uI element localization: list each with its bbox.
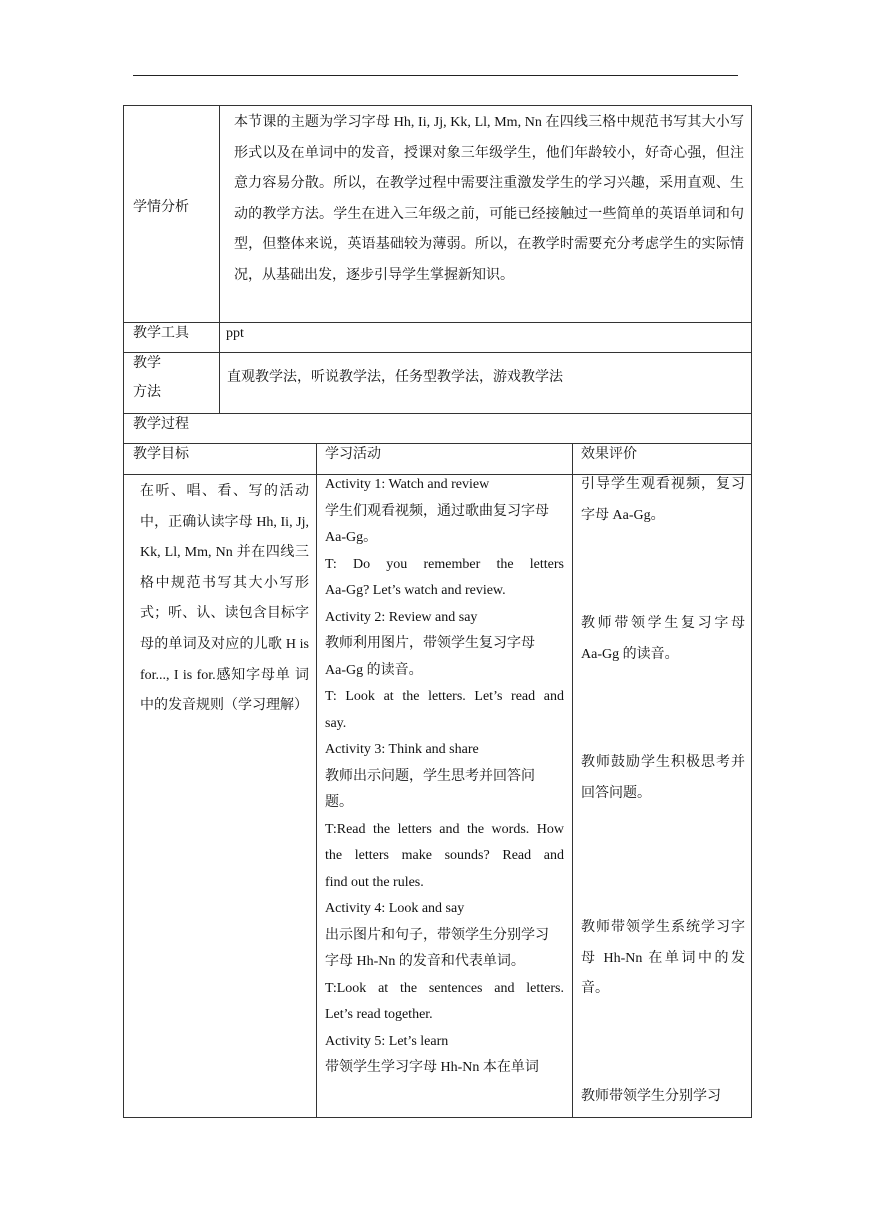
activity-header: 学习活动: [325, 447, 381, 462]
activity-line: 带领学生学习字母 Hh-Nn 本在单词: [325, 1060, 539, 1075]
activity-line: 教师利用图片，带领学生复习字母: [325, 636, 535, 651]
activity-line: 题。: [325, 795, 353, 810]
activity-line: Activity 4: Look and say: [325, 901, 465, 916]
methods-label-line2: 方法: [133, 385, 161, 400]
evaluation-3: 教师鼓励学生积极思考并回答问题。: [581, 755, 745, 801]
methods-label-line1: 教学: [133, 356, 161, 371]
activity-line: T: Look at the letters. Let’s read and: [325, 689, 564, 704]
activity-line: say.: [325, 715, 347, 731]
activity-line: T:Read the letters and the words. How: [325, 821, 564, 837]
activity-line: Aa-Gg? Let’s watch and review.: [325, 583, 506, 598]
process-label-cell: [123, 413, 752, 444]
process-label: 教学过程: [133, 417, 189, 432]
goal-header: 教学目标: [133, 447, 189, 462]
activity-line: Aa-Gg。: [325, 530, 378, 545]
activity-line: Aa-Gg 的读音。: [325, 662, 423, 678]
activity-line: T: Do you remember the letters: [325, 556, 564, 572]
header-rule: [133, 75, 738, 76]
activity-line: Activity 2: Review and say: [325, 609, 478, 625]
activity-line: Activity 1: Watch and review: [325, 477, 490, 492]
activity-line: Activity 3: Think and share: [325, 742, 479, 757]
activity-list: [325, 472, 564, 1082]
analysis-label: 学情分析: [133, 200, 189, 215]
goal-text: 在听、唱、看、写的活动中，正确认读字母 Hh, Ii, Jj, Kk, Ll, Mm, Nn 并在四线三格中规范书写其大小写形式；听、认、读包含目标字母的单词及对应的儿歌 H is for..., I is for.感知字母单 词中的发音规则（学习理解）: [140, 484, 309, 714]
activity-line: find out the rules.: [325, 874, 424, 890]
tools-value-cell: [219, 322, 752, 353]
evaluation-header: 效果评价: [581, 447, 637, 462]
evaluation-5: 教师带领学生分别学习: [581, 1089, 721, 1104]
evaluation-4: 教师带领学生系统学习字母 Hh-Nn 在单词中的发音。: [581, 920, 745, 996]
tools-label: 教学工具: [133, 326, 189, 341]
activity-line: 出示图片和句子，带领学生分别学习: [325, 927, 549, 943]
activity-line: 字母 Hh-Nn 的发音和代表单词。: [325, 954, 525, 969]
activity-line: Let’s read together.: [325, 1007, 433, 1022]
activity-line: the letters make sounds? Read and: [325, 848, 564, 863]
evaluation-2: 教师带领学生复习字母 Aa-Gg 的读音。: [581, 616, 745, 662]
evaluation-1: 引导学生观看视频，复习字母 Aa-Gg。: [581, 477, 745, 523]
tools-value: ppt: [226, 326, 244, 341]
activity-line: 教师出示问题，学生思考并回答问: [325, 768, 535, 784]
analysis-text: 本节课的主题为学习字母 Hh, Ii, Jj, Kk, Ll, Mm, Nn 在四线三格中规范书写其大小写形式以及在单词中的发音，授课对象三年级学生，他们年龄较小，好奇心强，但注意力容易分散。所以，在教学过程中需要注重激发学生的学习兴趣，采用直观、生动的教学方法。学生在进入三年级之前，可能已经接触过一些简单的英语单词和句型，但整体来说，英语基础较为薄弱。所以，在教学时需要充分考虑学生的实际情况，从基础出发，逐步引导学生掌握新知识。: [234, 115, 744, 283]
activity-line: 学生们观看视频，通过歌曲复习字母: [325, 503, 549, 519]
methods-value: 直观教学法，听说教学法，任务型教学法，游戏教学法: [227, 370, 563, 385]
activity-line: Activity 5: Let’s learn: [325, 1033, 449, 1049]
activity-line: T:Look at the sentences and letters.: [325, 980, 564, 996]
